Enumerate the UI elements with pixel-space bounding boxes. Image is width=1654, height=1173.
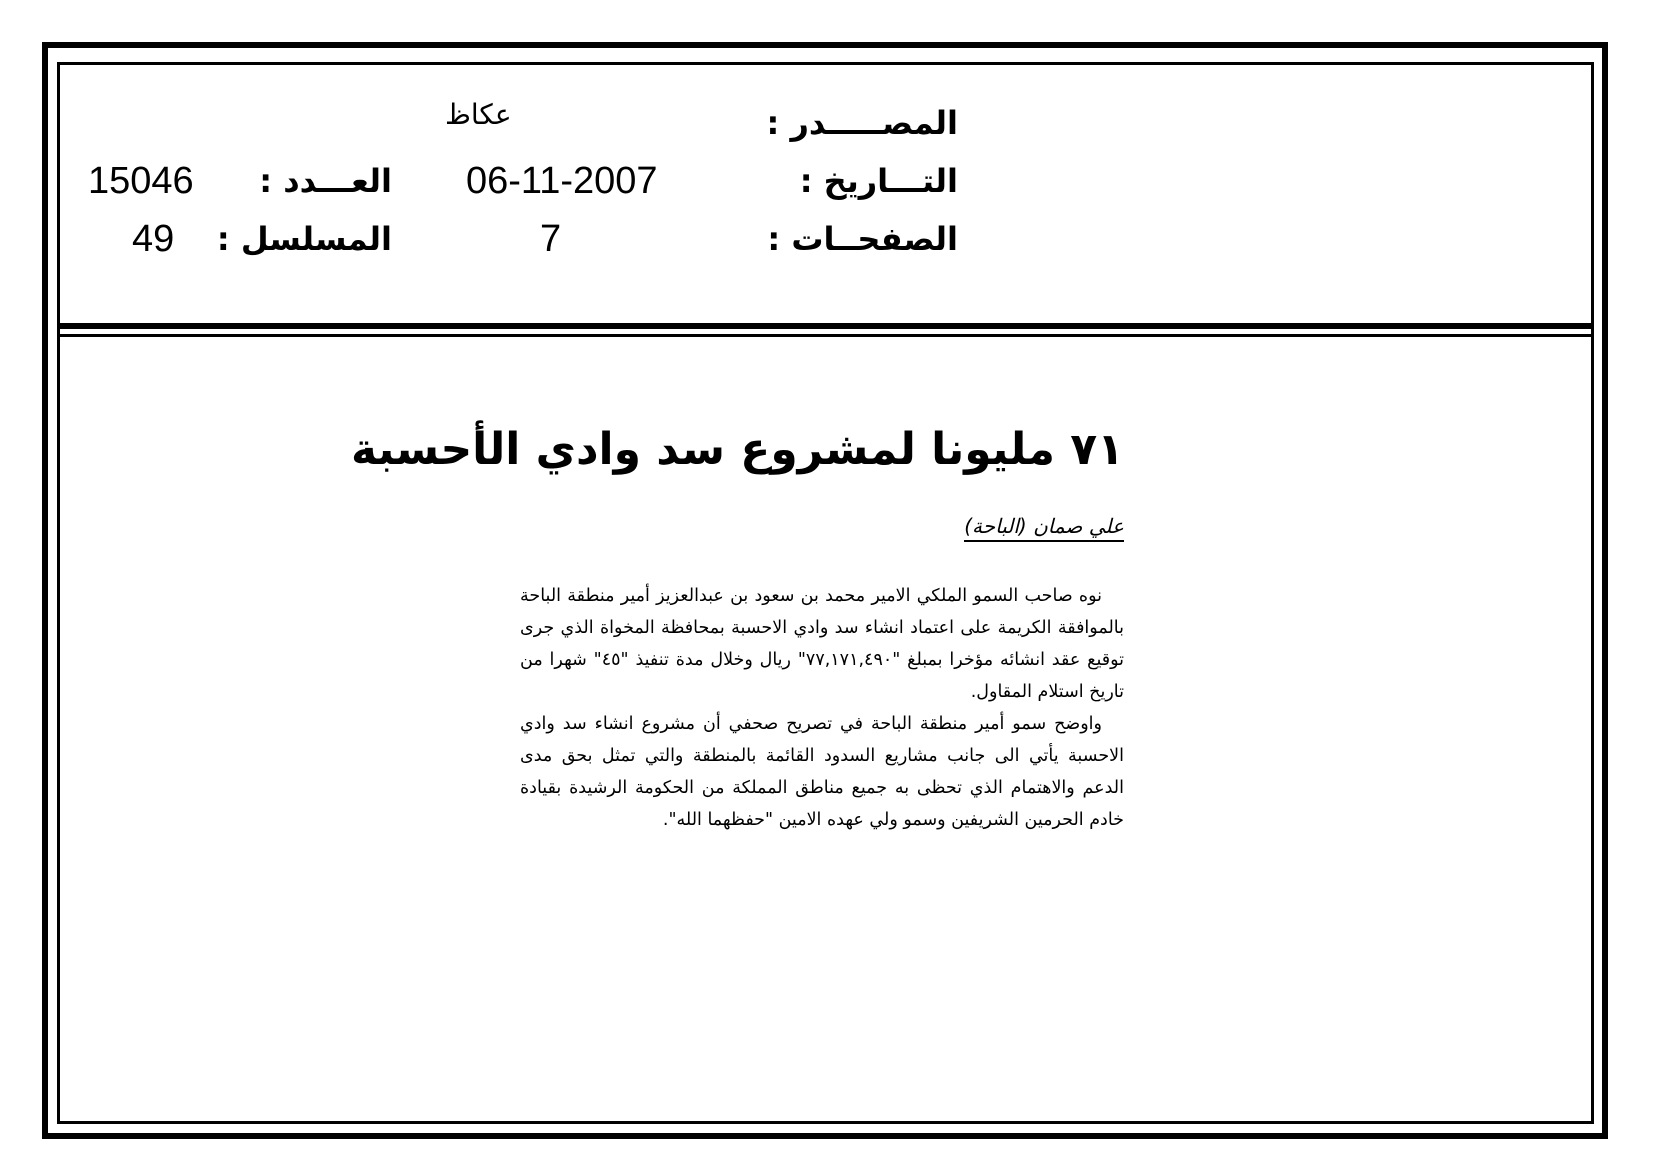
date-value: 06-11-2007 (466, 160, 658, 202)
source-value: عكاظ (445, 98, 512, 131)
source-label: المصـــــدر : (766, 104, 958, 142)
article-headline: ٧١ مليونا لمشروع سد وادي الأحسبة (351, 424, 1124, 475)
article-body (520, 580, 1124, 836)
article-byline: علي صمان (الباحة) (964, 514, 1124, 542)
serial-value: 49 (132, 218, 175, 260)
article-paragraph: نوه صاحب السمو الملكي الامير محمد بن سعود بن عبدالعزيز أمير منطقة الباحة بالموافقة الكريمة على اعتماد انشاء سد وادي الاحسبة بمحافظة المخواة الذي جرى توقيع عقد انشائه مؤخرا بمبلغ "٧٧,١٧١,٤٩٠" ريال وخلال مدة تنفيذ "٤٥" شهرا من تاريخ استلام المقاول. (520, 586, 1124, 702)
serial-label: المسلسل : (216, 220, 392, 258)
article-clipping (351, 400, 1138, 930)
article-paragraph: واوضح سمو أمير منطقة الباحة في تصريح صحفي أن مشروع انشاء سد وادي الاحسبة يأتي الى جانب مشاريع السدود القائمة بالمنطقة والتي تمثل بحق مدى الدعم والاهتمام الذي تحظى به جميع مناطق المملكة من الحكومة الرشيدة بقيادة خادم الحرمين الشريفين وسمو ولي عهده الامين "حفظهما الله". (520, 714, 1124, 830)
issue-label: العـــدد : (259, 162, 392, 200)
header-divider (57, 323, 1594, 337)
date-label: التـــاريخ : (799, 162, 958, 200)
issue-value: 15046 (88, 160, 194, 202)
pages-label: الصفحــات : (767, 220, 958, 258)
pages-value: 7 (540, 218, 562, 260)
